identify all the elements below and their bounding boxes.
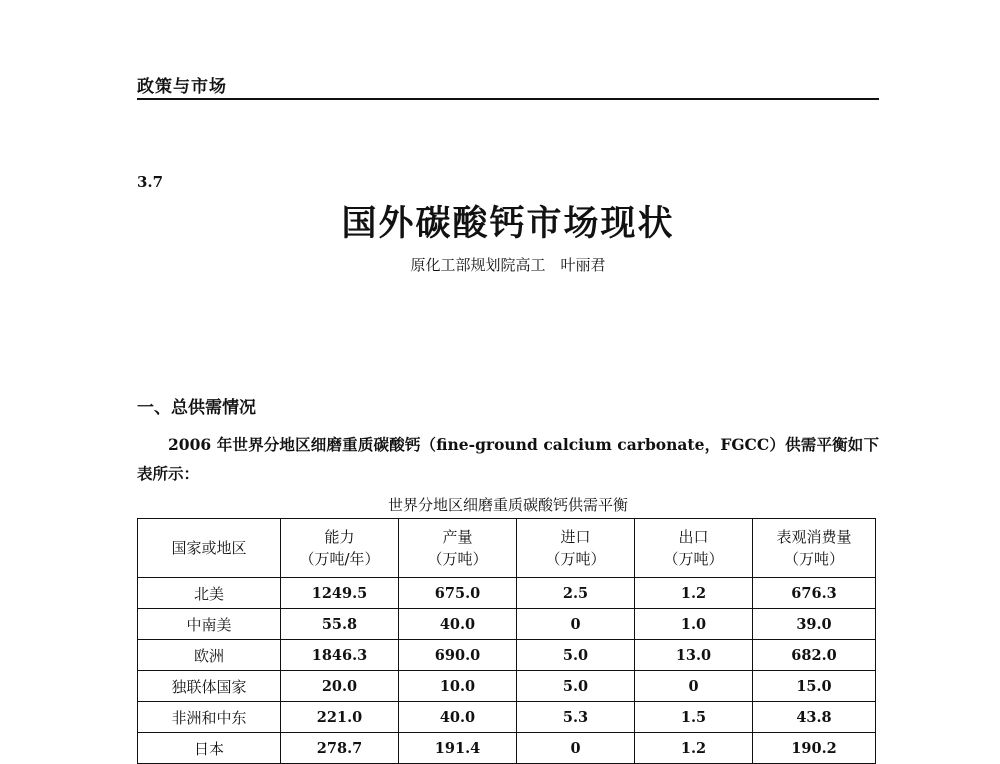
table-row	[138, 671, 876, 702]
import-cell: 0	[517, 733, 635, 764]
export-cell: 1.2	[635, 733, 753, 764]
section-heading: 一、总供需情况	[137, 398, 256, 418]
capacity-cell: 1846.3	[281, 640, 399, 671]
import-cell: 5.0	[517, 640, 635, 671]
export-cell: 13.0	[635, 640, 753, 671]
column-header-label: 出口	[678, 528, 709, 546]
table-row	[138, 578, 876, 609]
supply-demand-table	[137, 518, 876, 764]
column-header-unit: （万吨/年）	[299, 550, 380, 568]
output-cell: 675.0	[399, 578, 517, 609]
output-cell: 191.4	[399, 733, 517, 764]
region-cell: 中南美	[138, 609, 281, 640]
region-cell: 日本	[138, 733, 281, 764]
column-header-label: 国家或地区	[171, 539, 247, 557]
output-cell: 40.0	[399, 702, 517, 733]
consumption-cell: 39.0	[753, 609, 876, 640]
capacity-cell: 278.7	[281, 733, 399, 764]
column-header-consumption	[753, 519, 876, 578]
intro-paragraph: 2006 年世界分地区细磨重质碳酸钙（fine-ground calcium carbonate，FGCC）供需平衡如下表所示：	[137, 435, 879, 483]
section-number: 3.7	[137, 173, 164, 191]
consumption-cell: 682.0	[753, 640, 876, 671]
column-header-output	[399, 519, 517, 578]
article-title: 国外碳酸钙市场现状	[341, 203, 675, 244]
capacity-cell: 55.8	[281, 609, 399, 640]
export-cell: 1.2	[635, 578, 753, 609]
export-cell: 1.5	[635, 702, 753, 733]
column-header-export	[635, 519, 753, 578]
export-cell: 0	[635, 671, 753, 702]
column-header-label: 产量	[442, 528, 473, 546]
table-caption: 世界分地区细磨重质碳酸钙供需平衡	[387, 496, 628, 514]
column-header-unit: （万吨）	[545, 550, 606, 568]
import-cell: 2.5	[517, 578, 635, 609]
column-header-region	[138, 519, 281, 578]
table-row	[138, 702, 876, 733]
region-cell: 非洲和中东	[138, 702, 281, 733]
output-cell: 40.0	[399, 609, 517, 640]
table-row	[138, 640, 876, 671]
region-cell: 北美	[138, 578, 281, 609]
region-cell: 欧洲	[138, 640, 281, 671]
article-author: 原化工部规划院高工 叶丽君	[410, 256, 606, 274]
import-cell: 5.3	[517, 702, 635, 733]
column-header-label: 表观消费量	[776, 528, 852, 546]
column-header-import	[517, 519, 635, 578]
column-header-unit: （万吨）	[783, 550, 844, 568]
column-header-label: 能力	[324, 528, 355, 546]
journal-section-label: 政策与市场	[137, 77, 227, 97]
capacity-cell: 20.0	[281, 671, 399, 702]
capacity-cell: 1249.5	[281, 578, 399, 609]
consumption-cell: 15.0	[753, 671, 876, 702]
region-cell: 独联体国家	[138, 671, 281, 702]
table-row	[138, 733, 876, 764]
column-header-capacity	[281, 519, 399, 578]
import-cell: 5.0	[517, 671, 635, 702]
column-header-label: 进口	[560, 528, 591, 546]
table-row	[138, 609, 876, 640]
consumption-cell: 676.3	[753, 578, 876, 609]
column-header-unit: （万吨）	[427, 550, 488, 568]
consumption-cell: 43.8	[753, 702, 876, 733]
header-divider	[137, 98, 879, 100]
table-header-row	[138, 519, 876, 578]
output-cell: 690.0	[399, 640, 517, 671]
consumption-cell: 190.2	[753, 733, 876, 764]
import-cell: 0	[517, 609, 635, 640]
capacity-cell: 221.0	[281, 702, 399, 733]
export-cell: 1.0	[635, 609, 753, 640]
output-cell: 10.0	[399, 671, 517, 702]
column-header-unit: （万吨）	[663, 550, 724, 568]
